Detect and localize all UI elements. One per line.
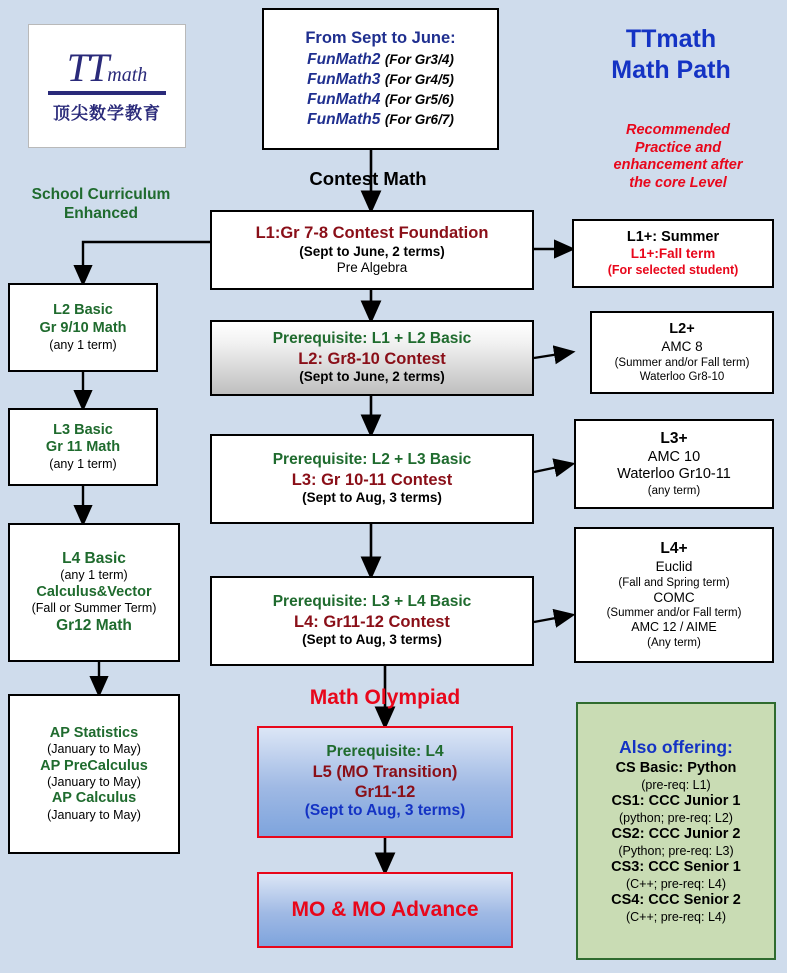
course-line3-ap: AP PreCalculus bbox=[40, 757, 148, 774]
logo-wordmark-sub: math bbox=[107, 64, 148, 86]
page-title-line1: TTmath bbox=[625, 25, 717, 53]
course-box-l2-basic bbox=[8, 283, 158, 372]
course-line4-l2-plus: Waterloo Gr8-10 bbox=[639, 370, 725, 383]
logo-wordmark bbox=[66, 45, 148, 90]
course-line7-l4-plus: (Any term) bbox=[647, 636, 701, 649]
course-line2-ap: (January to May) bbox=[47, 742, 141, 757]
course-box-ap bbox=[8, 694, 180, 854]
course-title-l2-plus: L2+ bbox=[669, 321, 695, 338]
recommendation-note-line4: the core Level bbox=[629, 175, 727, 192]
also-offering-box bbox=[576, 702, 776, 960]
course-line4-l4-plus: COMC bbox=[653, 589, 695, 605]
course-line2-l2-plus: AMC 8 bbox=[661, 339, 703, 355]
also-offering-item-name: CS1: CCC Junior 1 bbox=[611, 793, 741, 810]
course-box-l3-basic bbox=[8, 408, 158, 486]
funmath-item-name: FunMath3 bbox=[307, 71, 381, 89]
also-offering-item-note: (C++; pre-req: L4) bbox=[625, 876, 727, 891]
course-term-l5: (Sept to Aug, 3 terms) bbox=[304, 802, 466, 820]
also-offering-item-name: CS4: CCC Senior 2 bbox=[611, 892, 741, 909]
course-line2-l3-basic: Gr 11 Math bbox=[45, 439, 121, 456]
funmath-item bbox=[268, 70, 493, 90]
course-box-l4 bbox=[210, 576, 534, 666]
course-line1-l2-basic: L2 Basic bbox=[53, 302, 113, 319]
funmath-item bbox=[268, 90, 493, 110]
course-box-l4-plus bbox=[574, 527, 774, 663]
funmath-item-grades: (For Gr4/5) bbox=[384, 72, 454, 88]
course-title-mo: MO & MO Advance bbox=[291, 898, 479, 922]
recommendation-note-line1: Recommended bbox=[626, 122, 730, 138]
course-line1-l3-basic: L3 Basic bbox=[53, 421, 113, 438]
funmath-item-grades: (For Gr6/7) bbox=[384, 111, 454, 127]
recommendation-note-line3: enhancement after bbox=[613, 157, 743, 174]
course-line1-l4-basic: L4 Basic bbox=[62, 549, 126, 567]
logo-wordmark-main: TT bbox=[66, 45, 108, 90]
funmath-item-grades: (For Gr5/6) bbox=[384, 92, 454, 108]
page-title-line2: Math Path bbox=[611, 55, 731, 84]
also-offering-item bbox=[582, 859, 770, 892]
also-offering-item bbox=[582, 826, 770, 859]
course-line6-l4-plus: AMC 12 / AIME bbox=[631, 620, 717, 635]
course-box-l1 bbox=[210, 210, 534, 290]
school-curriculum-label bbox=[6, 186, 196, 224]
course-box-l1-plus bbox=[572, 219, 774, 288]
also-offering-item bbox=[582, 760, 770, 793]
school-curriculum-line2: Enhanced bbox=[63, 204, 139, 222]
funmath-item-name: FunMath4 bbox=[307, 91, 381, 109]
also-offering-item-note: (python; pre-req: L2) bbox=[619, 810, 733, 825]
also-offering-item-name: CS3: CCC Senior 1 bbox=[611, 859, 741, 876]
course-line5-ap: AP Calculus bbox=[51, 790, 137, 807]
course-line2-l1-plus: L1+:Fall term bbox=[630, 246, 716, 262]
course-line4-ap: (January to May) bbox=[47, 775, 141, 790]
course-title-l1: L1:Gr 7-8 Contest Foundation bbox=[255, 224, 489, 243]
also-offering-item-note: (pre-req: L1) bbox=[641, 778, 711, 793]
funmath-item bbox=[268, 50, 493, 70]
also-offering-title: Also offering: bbox=[619, 736, 733, 757]
course-line6-ap: (January to May) bbox=[47, 808, 141, 823]
funmath-box bbox=[262, 8, 499, 150]
logo-chinese: 顶尖数学教育 bbox=[53, 104, 161, 123]
course-term-l4: (Sept to Aug, 3 terms) bbox=[302, 632, 442, 648]
course-title-l2: L2: Gr8-10 Contest bbox=[298, 350, 446, 369]
course-grade-l5: Gr11-12 bbox=[354, 783, 416, 801]
course-line3-l4-plus: (Fall and Spring term) bbox=[618, 576, 730, 589]
also-offering-item-note: (Python; pre-req: L3) bbox=[618, 843, 734, 858]
course-box-l3-plus bbox=[574, 419, 774, 509]
course-box-l5 bbox=[257, 726, 513, 838]
course-line3-l2-plus: (Summer and/or Fall term) bbox=[614, 356, 750, 369]
course-title-l4: L4: Gr11-12 Contest bbox=[294, 613, 450, 632]
course-prereq-l3: Prerequisite: L2 + L3 Basic bbox=[272, 451, 472, 469]
course-prereq-l5: Prerequisite: L4 bbox=[326, 742, 444, 760]
course-line3-l3-plus: Waterloo Gr10-11 bbox=[617, 466, 731, 483]
math-olympiad-label: Math Olympiad bbox=[309, 686, 461, 709]
ttmath-logo bbox=[28, 24, 186, 148]
course-line2-l4-basic: (any 1 term) bbox=[60, 568, 128, 583]
course-title-l3: L3: Gr 10-11 Contest bbox=[291, 471, 453, 490]
course-box-mo bbox=[257, 872, 513, 948]
also-offering-item-name: CS Basic: Python bbox=[615, 760, 737, 777]
funmath-header: From Sept to June: bbox=[305, 29, 456, 48]
course-line3-l3-basic: (any 1 term) bbox=[49, 457, 117, 472]
course-line5-l4-basic: Gr12 Math bbox=[56, 616, 132, 634]
course-line3-l4-basic: Calculus&Vector bbox=[36, 583, 152, 600]
page-title bbox=[566, 24, 776, 85]
funmath-item-grades: (For Gr3/4) bbox=[384, 52, 454, 68]
course-line2-l2-basic: Gr 9/10 Math bbox=[39, 319, 127, 336]
also-offering-item-note: (C++; pre-req: L4) bbox=[625, 909, 727, 924]
course-term-l2: (Sept to June, 2 terms) bbox=[299, 369, 445, 385]
course-title-l4-plus: L4+ bbox=[660, 540, 688, 558]
course-line1-ap: AP Statistics bbox=[49, 724, 139, 741]
course-line4-l4-basic: (Fall or Summer Term) bbox=[31, 601, 157, 616]
also-offering-item bbox=[582, 793, 770, 826]
course-box-l2-plus bbox=[590, 311, 774, 394]
course-line4-l3-plus: (any term) bbox=[647, 485, 701, 498]
course-term-l3: (Sept to Aug, 3 terms) bbox=[302, 490, 442, 506]
logo-divider bbox=[48, 91, 166, 95]
contest-math-label: Contest Math bbox=[309, 168, 427, 189]
course-term-l1: (Sept to June, 2 terms) bbox=[299, 243, 445, 259]
course-box-l3 bbox=[210, 434, 534, 524]
course-line3-l2-basic: (any 1 term) bbox=[49, 337, 117, 352]
course-note-l1: Pre Algebra bbox=[336, 260, 408, 276]
recommendation-note-line2: Practice and bbox=[634, 139, 722, 156]
also-offering-item-name: CS2: CCC Junior 2 bbox=[611, 826, 741, 843]
course-title-l5: L5 (MO Transition) bbox=[312, 762, 458, 781]
course-title-l3-plus: L3+ bbox=[660, 429, 688, 447]
also-offering-item bbox=[582, 892, 770, 925]
course-title-l1-plus: L1+: Summer bbox=[626, 228, 720, 245]
recommendation-note bbox=[578, 122, 778, 193]
school-curriculum-line1: School Curriculum bbox=[31, 186, 171, 203]
course-line5-l4-plus: (Summer and/or Fall term) bbox=[606, 607, 742, 620]
course-line3-l1-plus: (For selected student) bbox=[607, 262, 739, 277]
course-prereq-l4: Prerequisite: L3 + L4 Basic bbox=[272, 593, 472, 611]
funmath-item-name: FunMath5 bbox=[307, 110, 381, 128]
course-box-l2 bbox=[210, 320, 534, 396]
course-line2-l4-plus: Euclid bbox=[655, 559, 693, 575]
course-prereq-l2: Prerequisite: L1 + L2 Basic bbox=[272, 330, 472, 348]
course-line2-l3-plus: AMC 10 bbox=[647, 448, 701, 465]
funmath-item bbox=[268, 110, 493, 130]
course-box-l4-basic bbox=[8, 523, 180, 662]
funmath-item-name: FunMath2 bbox=[307, 51, 381, 69]
